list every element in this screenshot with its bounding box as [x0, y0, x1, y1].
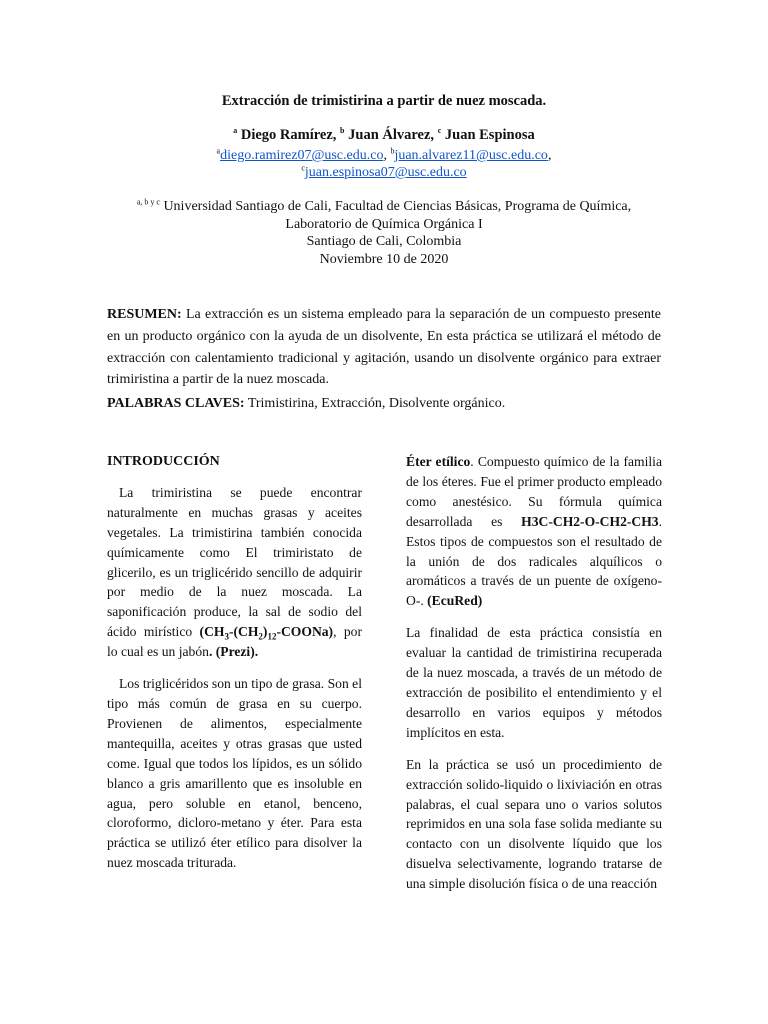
affiliation-institution: Universidad Santiago de Cali, Facultad de Ciencias Básicas, Programa de Química, [163, 199, 632, 214]
affiliation-block [0, 198, 768, 268]
citation-ecured: (EcuRed) [427, 593, 483, 609]
intro-paragraph-2: Los triglicéridos son un tipo de grasa. Son el tipo más común de grasa en su cuerpo. Provienen de alimentos, especialmente mantequilla, aceites y otras grasas que usted come. Igual que todos los lípidos, es un sólido blanco a gris amarillento que es insoluble en agua, pero soluble en etanol, benceno, cloroformo, dicloro-metano y éter. Para esta práctica se utilizó éter etílico para disolver la nuez moscada triturada. [107, 676, 362, 871]
section-heading-introduccion: INTRODUCCIÓN [107, 454, 220, 469]
abstract-text: La extracción es un sistema empleado para la separación de un compuesto presente en un producto orgánico con la ayuda de un disolvente, En esta práctica se utilizará el método de extracción con calentamiento tradicional y agitación, usando un disolvente orgánico para extraer trimiristina a partir de la nuez moscada. [107, 307, 661, 388]
email-link-diego[interactable]: diego.ramirez07@usc.edu.co [220, 148, 384, 163]
formula-miristato [199, 624, 334, 642]
author-list [0, 127, 768, 144]
author-sup-c: c [437, 126, 442, 136]
author-name: Juan Espinosa [444, 127, 535, 143]
email-list [0, 147, 768, 181]
author-name: Diego Ramírez, [240, 127, 337, 143]
email-link-juan-alvarez[interactable]: juan.alvarez11@usc.edu.co [394, 148, 548, 163]
affiliation-lab: Laboratorio de Química Orgánica I [285, 216, 483, 232]
keywords-text: Trimistirina, Extracción, Disolvente orgánico. [244, 396, 506, 411]
formula-part: -COONa) [276, 624, 334, 640]
formula-part: ) [262, 624, 268, 640]
affiliation-line [0, 198, 768, 216]
affiliation-date: Noviembre 10 de 2020 [319, 251, 449, 267]
formula-eter: H3C-CH2-O-CH2-CH3 [521, 513, 659, 529]
keywords [107, 394, 661, 414]
intro-paragraph-1 [107, 483, 362, 662]
left-column [107, 452, 362, 885]
citation-prezi: . (Prezi). [208, 644, 259, 660]
formula-part: -(CH [228, 624, 259, 640]
email-sup-c: c [301, 163, 305, 173]
affiliation-city: Santiago de Cali, Colombia [306, 234, 462, 249]
eter-paragraph [406, 452, 662, 611]
paragraph-text: La trimiristina se puede encontrar naturalmente en muchas grasas y aceites vegetales. La trimistirina también conocida químicamente como El trimiristato de glicerilo, es un triglicérido sencillo de adquirir por medio de la nuez moscada. La saponificación produce, la sal de sodio del ácido mirístico [107, 484, 362, 640]
formula-subscript: 3 [224, 631, 229, 642]
formula-subscript: 12 [267, 631, 277, 642]
term-eter-etilico: Éter etílico [406, 454, 471, 469]
paragraph-text: , por lo cual es un jabón [107, 624, 362, 660]
author-sup-a: a [233, 126, 238, 136]
paragraph-text: . Estos tipos de compuestos son el resultado de la unión de dos radicales alquílicos o aromáticos a través de un puente de oxígeno-O-. [406, 513, 662, 609]
paragraph-text: . Compuesto químico de la familia de los éteres. Fue el primer producto empleado como anestésico. Su fórmula química desarrollada es [406, 454, 662, 529]
keywords-label: PALABRAS CLAVES: [107, 396, 245, 411]
author-sup-b: b [340, 126, 345, 136]
abstract [107, 304, 661, 391]
formula-subscript: 2 [258, 631, 263, 642]
right-column [406, 452, 662, 906]
email-sup-b: b [390, 146, 395, 156]
author-name: Juan Álvarez, [348, 127, 435, 143]
finalidad-paragraph: La finalidad de esta práctica consistía en evaluar la cantidad de trimistirina recuperada de la nuez moscada, a través de un método de extracción de posibilito el entendimiento y el desarrollo en varios equipos y métodos implícitos en esta. [406, 625, 662, 740]
procedimiento-paragraph: En la práctica se usó un procedimiento de extracción solido-liquido o lixiviación en otras palabras, el cual separa uno o varios solutos reprimidos en una sola fase solida mediante su contacto con un disolvente líquido que los disuelva selectivamente, logrando tratarse de una simple disolución física o de una reacción [406, 756, 662, 892]
email-separator: , [547, 148, 552, 163]
email-separator: , [383, 148, 387, 163]
email-link-juan-espinosa[interactable]: juan.espinosa07@usc.edu.co [304, 165, 467, 180]
affiliation-sup: a, b y c [136, 197, 160, 207]
email-sup-a: a [216, 146, 221, 156]
abstract-label: RESUMEN: [107, 307, 182, 322]
paper-title: Extracción de trimistirina a partir de nuez moscada. [221, 93, 547, 109]
formula-part: (CH [199, 624, 225, 640]
